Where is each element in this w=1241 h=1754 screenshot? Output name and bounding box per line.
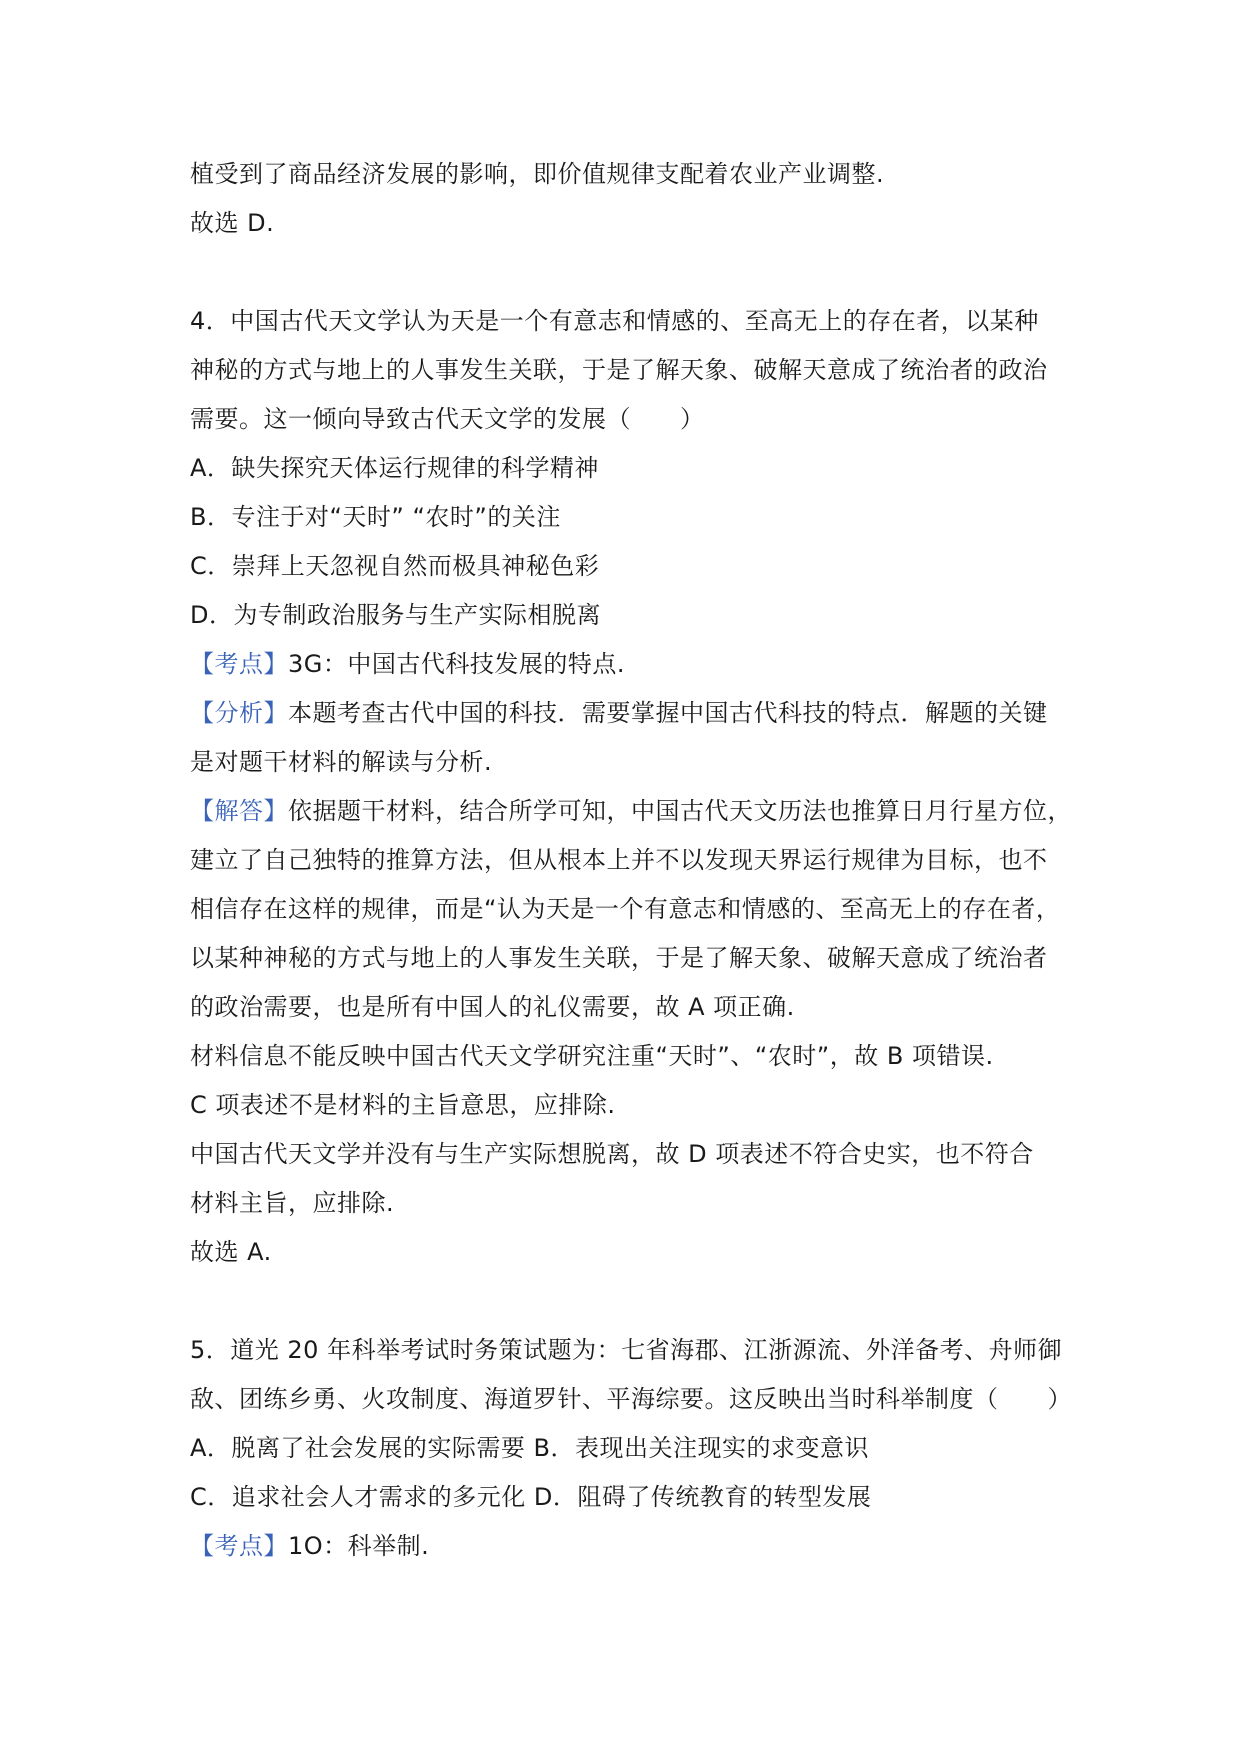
jieda-label: 解答 [214,797,264,825]
section-tag: 【考点】 [190,1532,288,1560]
q4-jieda-line: 的政治需要，也是所有中国人的礼仪需要，故 A 项正确. [190,993,795,1021]
q4-conclusion: 故选 A. [190,1238,272,1266]
spacer [190,248,1062,297]
q4-jieda-line: 相信存在这样的规律，而是“认为天是一个有意志和情感的、至高无上的存在者， [190,895,1061,923]
q4-fenxi [190,689,1062,738]
q4-kaodian [190,640,1062,689]
q4-jieda [190,787,1072,836]
kaodian-label: 考点 [214,650,264,678]
question-5 [190,1326,1072,1571]
spacer [190,1277,1062,1326]
q4-jieda-line: 以某种神秘的方式与地上的人事发生关联，于是了解天象、破解天意成了统治者 [190,944,1048,972]
q4-jieda-line: C 项表述不是材料的主旨意思，应排除. [190,1091,616,1119]
q5-options-ab: A．脱离了社会发展的实际需要 B．表现出关注现实的求变意识 [190,1434,870,1462]
q4-jieda-line: 材料信息不能反映中国古代天文学研究注重“天时”、“农时”，故 B 项错误. [190,1042,994,1070]
q4-stem-line: 需要。这一倾向导致古代天文学的发展（ ） [190,405,705,433]
prev-answer-conclusion: 故选 D. [190,209,275,237]
q4-jieda-line: 中国古代天文学并没有与生产实际想脱离，故 D 项表述不符合史实，也不符合 [190,1140,1034,1168]
q5-kaodian [190,1522,1062,1571]
q4-jieda-line: 材料主旨，应排除. [190,1189,395,1217]
q4-jieda-line: 建立了自己独特的推算方法，但从根本上并不以发现天界运行规律为目标，也不 [190,846,1048,874]
q5-options-cd: C．追求社会人才需求的多元化 D．阻碍了传统教育的转型发展 [190,1483,872,1511]
kaodian-label: 考点 [214,1532,264,1560]
q4-option-c: C．崇拜上天忽视自然而极具神秘色彩 [190,552,600,580]
q4-stem-line: 神秘的方式与地上的人事发生关联，于是了解天象、破解天意成了统治者的政治 [190,356,1048,384]
jieda-text: 依据题干材料，结合所学可知，中国古代天文历法也推算日月行星方位， [288,797,1072,825]
kaodian-text: 1O：科举制. [288,1532,430,1560]
section-tag: 【解答】 [190,797,288,825]
section-tag: 【分析】 [190,699,288,727]
q4-option-b: B．专注于对“天时” “农时”的关注 [190,503,561,531]
fenxi-text: 本题考查古代中国的科技．需要掌握中国古代科技的特点．解题的关键 [288,699,1048,727]
kaodian-text: 3G：中国古代科技发展的特点. [288,650,625,678]
section-tag: 【考点】 [190,650,288,678]
prev-answer-line: 植受到了商品经济发展的影响，即价值规律支配着农业产业调整. [190,160,885,188]
document-page [190,150,1072,1571]
q4-fenxi-line: 是对题干材料的解读与分析. [190,748,493,776]
question-4 [190,297,1072,1277]
q5-stem-line: 5．道光 20 年科举考试时务策试题为：七省海郡、江浙源流、外洋备考、舟师御 [190,1336,1063,1364]
q4-option-a: A．缺失探究天体运行规律的科学精神 [190,454,599,482]
q5-stem-line: 敌、团练乡勇、火攻制度、海道罗针、平海综要。这反映出当时科举制度（ ） [190,1385,1072,1413]
fenxi-label: 分析 [214,699,264,727]
q4-stem-line: 4．中国古代天文学认为天是一个有意志和情感的、至高无上的存在者，以某种 [190,307,1039,335]
q4-option-d: D．为专制政治服务与生产实际相脱离 [190,601,601,629]
